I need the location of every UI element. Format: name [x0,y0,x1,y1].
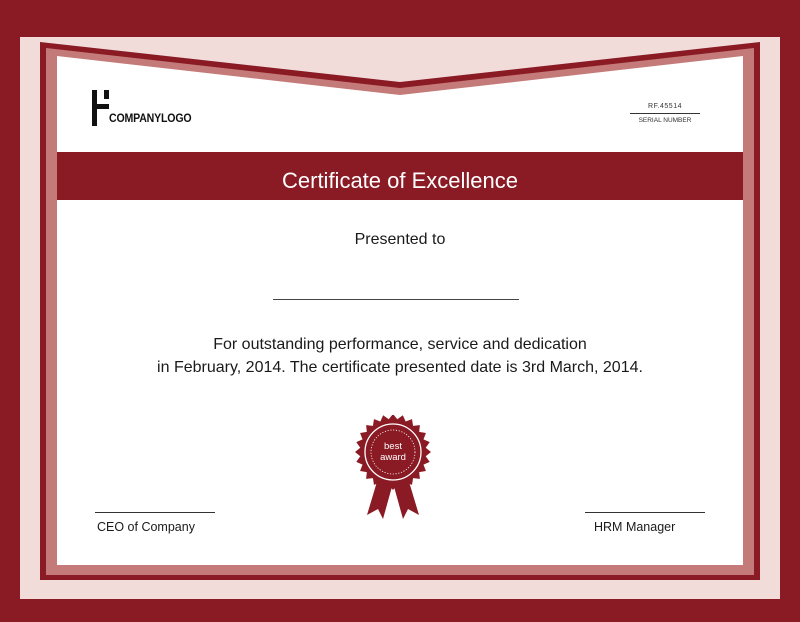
body-text-line-1: For outstanding performance, service and dedication [213,336,587,353]
seal-text [345,441,441,463]
body-text-line-2: in February, 2014. The certificate presented date is 3rd March, 2014. [157,359,643,376]
certificate-title: Certificate of Excellence [282,168,518,193]
logo-text: COMPANYLOGO [109,113,192,125]
serial-number-label: SERIAL NUMBER [638,117,692,124]
ceo-signature-line [95,512,215,513]
recipient-name-line [273,299,519,300]
award-seal-icon [345,415,441,525]
hrm-signature-label: HRM Manager [594,520,676,534]
hrm-signature-line [585,512,705,513]
ceo-signature-label: CEO of Company [97,520,195,534]
serial-divider [630,113,700,114]
seal-text-line-2: award [380,452,406,463]
serial-number-value: RF.45514 [648,103,682,110]
presented-to-label: Presented to [354,231,446,248]
seal-text-line-1: best [384,441,402,452]
company-logo [92,90,212,130]
